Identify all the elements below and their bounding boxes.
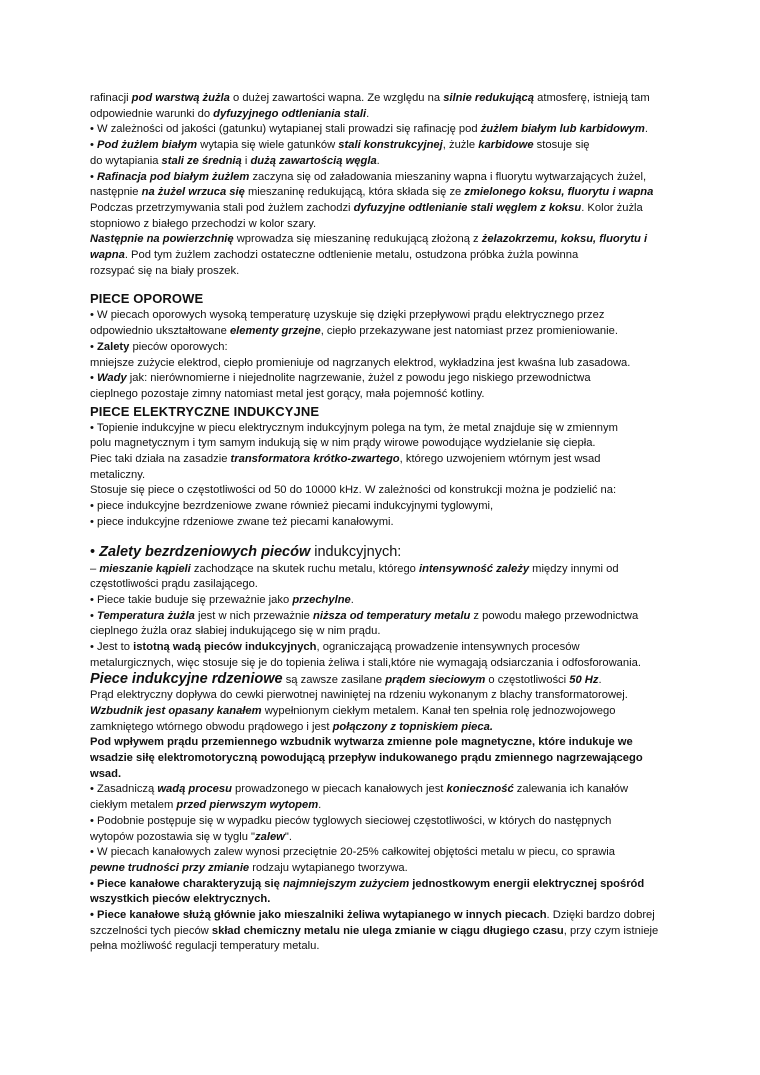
text-line: rafinacji pod warstwą żużla o dużej zawartości wapna. Ze względu na silnie redukującą atmosferę, istnieją tam: [90, 92, 650, 104]
text-line: stopniowo z białego przechodzi w kolor szary.: [90, 217, 317, 230]
text-line: • Jest to istotną wadą pieców indukcyjnych, ograniczającą prowadzenie intensywnych procesów: [90, 641, 580, 654]
text-line: pewne trudności przy zmianie rodzaju wytapianego tworzywa.: [90, 861, 408, 874]
text-line: – mieszanie kąpieli zachodzące na skutek ruchu metalu, którego intensywność zależy między innymi od: [90, 562, 619, 575]
text-line: zamkniętego wtórnego obwodu prądowego i jest połączony z topniskiem pieca.: [90, 720, 493, 733]
section-heading: PIECE OPOROWE: [90, 291, 204, 307]
text-line: • Rafinacja pod białym żużlem zaczyna się od załadowania mieszaniny wapna i fluorytu wytwarzających żużel,: [90, 170, 647, 183]
text-line: cieplnego żużla oraz słabiej indukującego się w nim prądu.: [90, 625, 381, 638]
subsection-heading: • Zalety bezrdzeniowych pieców indukcyjnych:: [90, 543, 402, 560]
text-line: • Piece kanałowe charakteryzują się najmniejszym zużyciem jednostkowym energii elektrycznej spośród: [90, 877, 645, 890]
text-line: metaliczny.: [90, 468, 146, 481]
text-line: metalurgicznych, więc stosuje się je do topienia żeliwa i stali,które nie wymagają odsiarczania i odfosforowania.: [90, 656, 641, 669]
text-line: wsad.: [90, 767, 122, 780]
document-body: [90, 91, 690, 955]
text-line: następnie na żużel wrzuca się mieszaninę redukującą, która składa się ze zmielonego koksu, fluorytu i wapna: [90, 186, 654, 199]
text-line: Prąd elektryczny dopływa do cewki pierwotnej nawiniętej na rdzeniu wykonanym z blachy transformatorowej.: [90, 689, 628, 702]
text-line: • Piece takie buduje się przeważnie jako przechylne.: [90, 593, 354, 606]
text-line: ciekłym metalem przed pierwszym wytopem.: [90, 799, 322, 812]
text-line: wsadzie siłę elektromotoryczną powodującą przepływ indukowanego prądu zmiennego nagrzewającego: [90, 752, 643, 765]
text-line: Podczas przetrzymywania stali pod żużlem zachodzi dyfuzyjne odtlenianie stali węglem z koksu. Kolor żużla: [90, 201, 643, 214]
text-line: Stosuje się piece o częstotliwości od 50 do 10000 kHz. W zależności od konstrukcji można je podzielić na:: [90, 484, 617, 497]
text-line: Pod wpływem prądu przemiennego wzbudnik wytwarza zmienne pole magnetyczne, które indukuje we: [90, 736, 633, 749]
text-line: Następnie na powierzchnię wprowadza się mieszaninę redukującą złożoną z żelazokrzemu, koksu, fluorytu i: [90, 233, 648, 246]
text-line: wapna. Pod tym żużlem zachodzi ostateczne odtlenienie metalu, ostudzona próbka żużla powinna: [90, 249, 579, 262]
text-line: Wzbudnik jest opasany kanałem wypełnionym ciekłym metalem. Kanał ten spełnia rolę jednozwojowego: [90, 704, 616, 717]
text-line: Piece indukcyjne rdzeniowe są zawsze zasilane prądem sieciowym o częstotliwości 50 Hz.: [90, 670, 602, 687]
text-line: • Topienie indukcyjne w piecu elektrycznym indukcyjnym polega na tym, że metal znajduje się w zmiennym: [90, 421, 618, 434]
text-line: • W piecach kanałowych zalew wynosi przeciętnie 20-25% całkowitej objętości metalu w piecu, co sprawia: [90, 846, 615, 859]
text-line: odpowiednio ukształtowane elementy grzejne, ciepło przekazywane jest natomiast przez promieniowanie.: [90, 325, 618, 338]
text-line: rozsypać się na biały proszek.: [90, 264, 240, 277]
text-line: • W zależności od jakości (gatunku) wytapianej stali prowadzi się rafinację pod żużlem białym lub karbidowym.: [90, 123, 648, 136]
text-line: pełna możliwość regulacji temperatury metalu.: [90, 940, 320, 953]
text-line: • piece indukcyjne bezrdzeniowe zwane również piecami indukcyjnymi tyglowymi,: [90, 500, 494, 513]
text-line: polu magnetycznym i tym samym indukują się w nim prądy wirowe powodujące wydzielanie się ciepła.: [90, 437, 596, 450]
section-heading: PIECE ELEKTRYCZNE INDUKCYJNE: [90, 403, 320, 419]
text-line: • W piecach oporowych wysoką temperaturę uzyskuje się dzięki przepływowi prądu elektrycznego przez: [90, 309, 605, 322]
text-line: szczelności tych pieców skład chemiczny metalu nie ulega zmianie w ciągu długiego czasu, przy czym istnieje: [90, 924, 659, 937]
text-line: • Zalety pieców oporowych:: [90, 340, 228, 353]
text-line: • Podobnie postępuje się w wypadku pieców tyglowych sieciowej częstotliwości, w których do następnych: [90, 814, 612, 827]
text-line: • Wady jak: nierównomierne i niejednolite nagrzewanie, żużel z powodu jego niskiego przewodnictwa: [90, 372, 591, 385]
text-line: wytopów pozostawia się w tyglu "zalew".: [90, 830, 292, 843]
text-line: odpowiednie warunki do dyfuzyjnego odtleniania stali.: [90, 107, 370, 120]
text-line: • Piece kanałowe służą głównie jako mieszalniki żeliwa wytapianego w innych piecach. Dzięki bardzo dobrej: [90, 909, 655, 922]
text-line: wszystkich pieców elektrycznych.: [90, 893, 271, 906]
text-line: Piec taki działa na zasadzie transformatora krótko-zwartego, którego uzwojeniem wtórnym jest wsad: [90, 453, 601, 466]
text-line: cieplnego pozostaje zimny natomiast metal jest gorący, mała pojemność kotliny.: [90, 387, 485, 400]
text-line: • Temperatura żużla jest w nich przeważnie niższa od temperatury metalu z powodu małego przewodnictwa: [90, 609, 639, 622]
text-line: • Zasadniczą wadą procesu prowadzonego w piecach kanałowych jest konieczność zalewania ich kanałów: [90, 783, 629, 796]
text-line: częstotliwości prądu zasilającego.: [90, 578, 258, 591]
text-line: • piece indukcyjne rdzeniowe zwane też piecami kanałowymi.: [90, 515, 394, 528]
text-line: mniejsze zużycie elektrod, ciepło promieniuje od nagrzanych elektrod, wykładzina jest kwaśna lub zasadowa.: [90, 356, 631, 369]
text-line: do wytapiania stali ze średnią i dużą zawartością węgla.: [90, 154, 380, 167]
text-line: • Pod żużlem białym wytapia się wiele gatunków stali konstrukcyjnej, żużle karbidowe stosuje się: [90, 139, 590, 152]
